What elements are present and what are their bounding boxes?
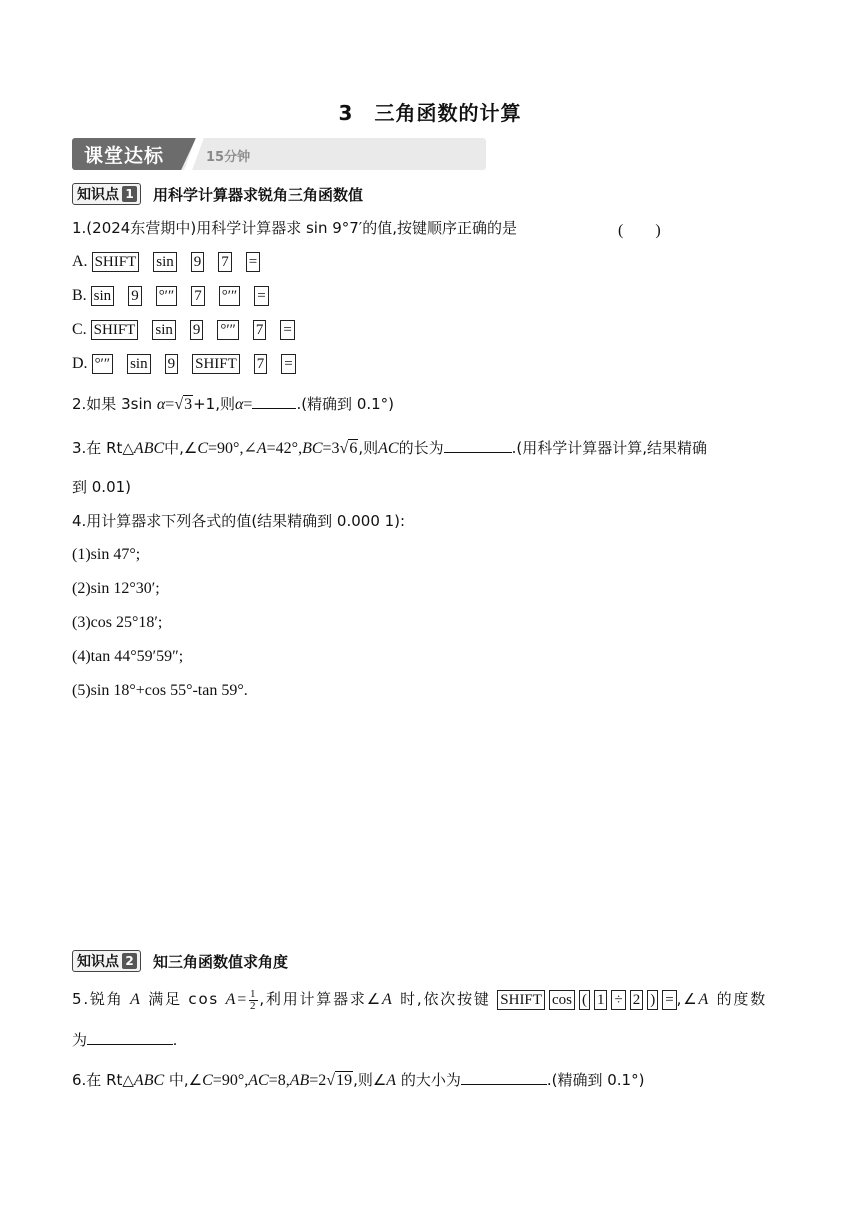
var-ab: AB — [289, 1072, 310, 1089]
question-5 — [72, 988, 767, 1012]
q5-text: 为 — [72, 1031, 88, 1049]
kp-number: 2 — [122, 953, 137, 969]
q2-eq: = — [165, 396, 175, 413]
question-6 — [72, 1068, 644, 1092]
key-equals: = — [246, 252, 260, 272]
q6-text: .(精确到 0.1°) — [546, 1071, 645, 1089]
q3-text: =90°,∠ — [208, 440, 257, 457]
q5-text: = — [237, 991, 249, 1008]
key-9: 9 — [190, 320, 204, 340]
q1-text: 1.(2024东营期中)用科学计算器求 sin 9°7′的值,按键顺序正确的是 — [72, 219, 517, 237]
q3-text: =3 — [322, 440, 340, 457]
var-abc: ABC — [133, 1072, 165, 1089]
key-7: 7 — [253, 320, 267, 340]
question-5-cont — [72, 1028, 177, 1052]
question-2 — [72, 392, 394, 416]
key-7: 7 — [218, 252, 232, 272]
q5-text: 5.锐角 — [72, 990, 131, 1008]
key-sin: sin — [152, 320, 176, 340]
answer-blank[interactable] — [461, 1068, 547, 1085]
var-a: A — [225, 991, 238, 1008]
q5-text: 时,依次按键 — [393, 990, 498, 1008]
var-alpha: α — [156, 396, 166, 413]
q3-text: =42°, — [266, 440, 303, 457]
option-label: D. — [72, 355, 88, 372]
key-equals: = — [281, 354, 295, 374]
numerator: 1 — [250, 987, 258, 1000]
kp-title: 知三角函数值求角度 — [153, 952, 289, 971]
option-d — [72, 353, 310, 375]
q2-eq: = — [243, 396, 253, 413]
key-cos: cos — [549, 990, 575, 1010]
q6-text: 的大小为 — [396, 1071, 461, 1089]
key-7: 7 — [254, 354, 268, 374]
knowledge-point-2 — [72, 950, 288, 972]
key-shift: SHIFT — [91, 320, 139, 340]
question-3-cont — [72, 476, 131, 499]
denominator: 2 — [250, 999, 258, 1012]
sqrt-3: √3 — [174, 396, 193, 413]
kp-title: 用科学计算器求锐角三角函数值 — [153, 185, 364, 204]
sqrt-6: √6 — [339, 440, 358, 457]
section-banner — [72, 138, 486, 170]
q3-text: 中,∠ — [164, 439, 198, 457]
option-label: A. — [72, 253, 88, 270]
key-dms: °′″ — [217, 320, 239, 340]
key-1: 1 — [594, 990, 608, 1010]
var-a: A — [130, 991, 142, 1008]
key-9: 9 — [128, 286, 142, 306]
q6-text: =2 — [309, 1072, 327, 1089]
q2-text: +1,则 — [193, 395, 235, 413]
option-label: C. — [72, 321, 87, 338]
kp-tag-label: 知识点 — [77, 187, 119, 203]
kp-number: 1 — [122, 186, 137, 202]
var-alpha: α — [235, 396, 244, 413]
key-equals: = — [254, 286, 268, 306]
var-bc: BC — [302, 440, 323, 457]
radicand: 19 — [336, 1072, 353, 1089]
q4-item-3: (3)cos 25°18′; — [72, 614, 163, 631]
option-label: B. — [72, 287, 87, 304]
q4-item-4: (4)tan 44°59′59″; — [72, 648, 184, 665]
q5-text: ,∠ — [676, 990, 699, 1008]
q5-text: . — [173, 1032, 178, 1049]
key-shift: SHIFT — [192, 354, 240, 374]
q5-text: 的度数 — [710, 990, 768, 1008]
q3-text: ,则 — [358, 439, 379, 457]
key-rparen: ) — [647, 990, 658, 1010]
q4-item-5: (5)sin 18°+cos 55°-tan 59°. — [72, 682, 248, 699]
key-shift: SHIFT — [92, 252, 140, 272]
q4-item-2: (2)sin 12°30′; — [72, 580, 160, 597]
key-divide: ÷ — [611, 990, 625, 1010]
key-sin: sin — [153, 252, 177, 272]
key-2: 2 — [630, 990, 644, 1010]
q4-item-1: (1)sin 47°; — [72, 546, 141, 563]
radicand: 6 — [349, 440, 358, 457]
key-dms: °′″ — [156, 286, 178, 306]
kp-tag-label: 知识点 — [77, 954, 119, 970]
var-a: A — [698, 991, 711, 1008]
var-a: A — [381, 991, 394, 1008]
option-b — [72, 285, 283, 307]
q5-text: ,利用计算器求∠ — [259, 990, 382, 1008]
q3-text: .(用科学计算器计算,结果精确 — [511, 439, 707, 457]
var-abc: ABC — [133, 440, 165, 457]
question-1-stem — [72, 217, 517, 240]
fraction-one-half — [249, 989, 258, 1012]
q3-text: 到 0.01) — [72, 478, 132, 496]
question-3 — [72, 436, 707, 460]
q6-text: 中,∠ — [164, 1071, 203, 1089]
banner-time: 15分钟 — [206, 150, 251, 165]
var-a: A — [256, 440, 267, 457]
key-dms: °′″ — [92, 354, 114, 374]
var-ac: AC — [248, 1072, 269, 1089]
knowledge-point-1 — [72, 183, 363, 205]
q2-text: 2.如果 3sin — [72, 395, 157, 413]
answer-blank[interactable] — [87, 1028, 173, 1045]
key-lparen: ( — [579, 990, 590, 1010]
radicand: 3 — [184, 396, 193, 413]
key-7: 7 — [191, 286, 205, 306]
question-4 — [72, 510, 405, 533]
banner-title: 课堂达标 — [84, 145, 165, 167]
q2-text: .(精确到 0.1°) — [296, 395, 395, 413]
page-title: 3 三角函数的计算 — [338, 101, 522, 125]
q4-text: 4.用计算器求下列各式的值(结果精确到 0.000 1): — [72, 512, 406, 530]
kp-tag — [72, 950, 141, 972]
q6-text: =8, — [268, 1072, 290, 1089]
key-9: 9 — [165, 354, 179, 374]
answer-paren: ( ) — [618, 222, 661, 239]
q5-text: 满足 cos — [141, 990, 226, 1008]
var-c: C — [197, 440, 209, 457]
key-sin: sin — [127, 354, 151, 374]
answer-blank[interactable] — [444, 436, 512, 453]
key-sin: sin — [91, 286, 115, 306]
key-equals: = — [280, 320, 294, 340]
option-a — [72, 251, 274, 273]
var-c: C — [202, 1072, 213, 1089]
key-9: 9 — [191, 252, 205, 272]
key-dms: °′″ — [219, 286, 241, 306]
key-equals: = — [662, 990, 676, 1010]
sqrt-19: √19 — [326, 1072, 353, 1089]
key-shift: SHIFT — [497, 990, 545, 1010]
answer-blank[interactable] — [252, 392, 296, 409]
q3-text: 的长为 — [398, 439, 444, 457]
var-a: A — [386, 1072, 397, 1089]
var-ac: AC — [378, 440, 399, 457]
q6-text: 6.在 Rt△ — [72, 1071, 134, 1089]
q3-text: 3.在 Rt△ — [72, 439, 134, 457]
option-c — [72, 319, 309, 341]
q6-text: ,则∠ — [353, 1071, 387, 1089]
q6-text: =90°, — [212, 1072, 249, 1089]
kp-tag — [72, 183, 141, 205]
